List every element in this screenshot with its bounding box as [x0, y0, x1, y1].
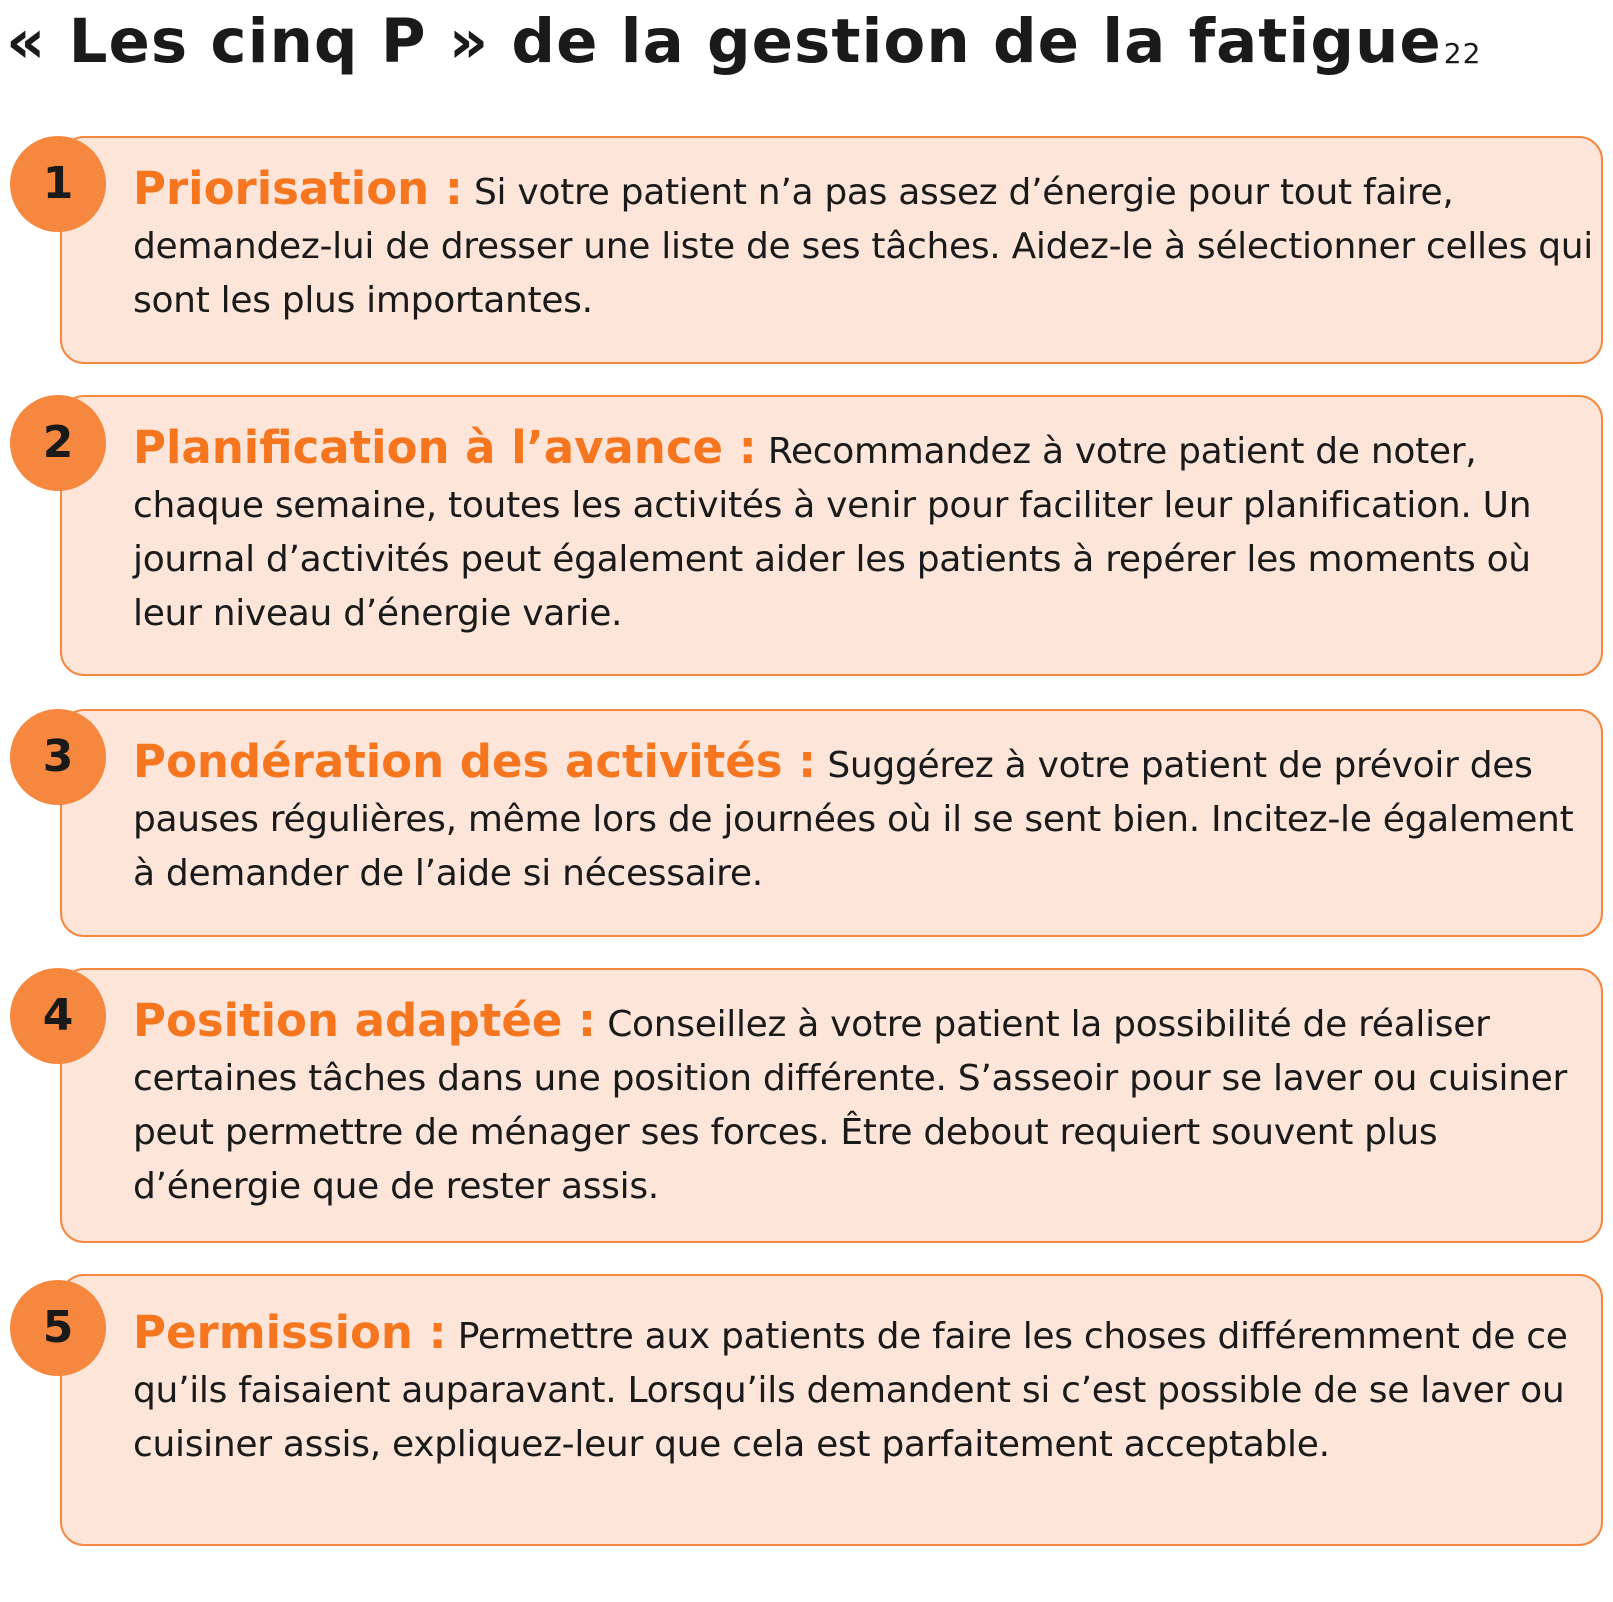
page-title: [6, 2, 1481, 82]
footnote-reference: 22: [1443, 37, 1482, 70]
tip-text: [133, 994, 1599, 1214]
fatigue-tip-planification: [0, 395, 1613, 676]
tip-term: Priorisation :: [133, 162, 463, 215]
tip-term: Pondération des activités :: [133, 735, 817, 788]
tip-term: Permission :: [133, 1306, 447, 1359]
tip-description: Permettre aux patients de faire les choses différemment de ce qu’ils faisaient auparavant. Lorsqu’ils demandent si c’est possible de se laver ou cuisiner assis, expliquez-leur que cela est parfaitement acceptable.: [133, 1316, 1568, 1465]
tip-number-badge: 4: [10, 968, 106, 1064]
tip-description: Conseillez à votre patient la possibilité de réaliser certaines tâches dans une position différente. S’asseoir pour se laver ou cuisiner peut permettre de ménager ses forces. Être debout requiert souvent plus d’énergie que de rester assis.: [133, 1004, 1568, 1207]
fatigue-tip-ponderation: [0, 709, 1613, 937]
tip-text: [133, 1306, 1599, 1472]
tip-number-badge: 1: [10, 136, 106, 232]
fatigue-tip-position: [0, 968, 1613, 1243]
tip-description: Si votre patient n’a pas assez d’énergie pour tout faire, demandez-lui de dresser une liste de ses tâches. Aidez-le à sélectionner celles qui sont les plus importantes.: [133, 172, 1593, 321]
fatigue-tip-permission: [0, 1274, 1613, 1546]
tip-number-badge: 2: [10, 395, 106, 491]
fatigue-tip-priorisation: [0, 136, 1613, 364]
tip-description: Suggérez à votre patient de prévoir des pauses régulières, même lors de journées où il se sent bien. Incitez-le également à demander de l’aide si nécessaire.: [133, 745, 1574, 894]
page-title-text: « Les cinq P » de la gestion de la fatigue: [6, 6, 1442, 77]
tip-description: Recommandez à votre patient de noter, chaque semaine, toutes les activités à venir pour faciliter leur planification. Un journal d’activités peut également aider les patients à repérer les moments où leur niveau d’énergie varie.: [133, 431, 1532, 634]
tip-text: [133, 421, 1599, 641]
tip-number-badge: 5: [10, 1280, 106, 1376]
tip-text: [133, 735, 1599, 901]
tip-term: Position adaptée :: [133, 994, 597, 1047]
tip-text: [133, 162, 1599, 328]
tip-term: Planification à l’avance :: [133, 421, 757, 474]
tip-number-badge: 3: [10, 709, 106, 805]
